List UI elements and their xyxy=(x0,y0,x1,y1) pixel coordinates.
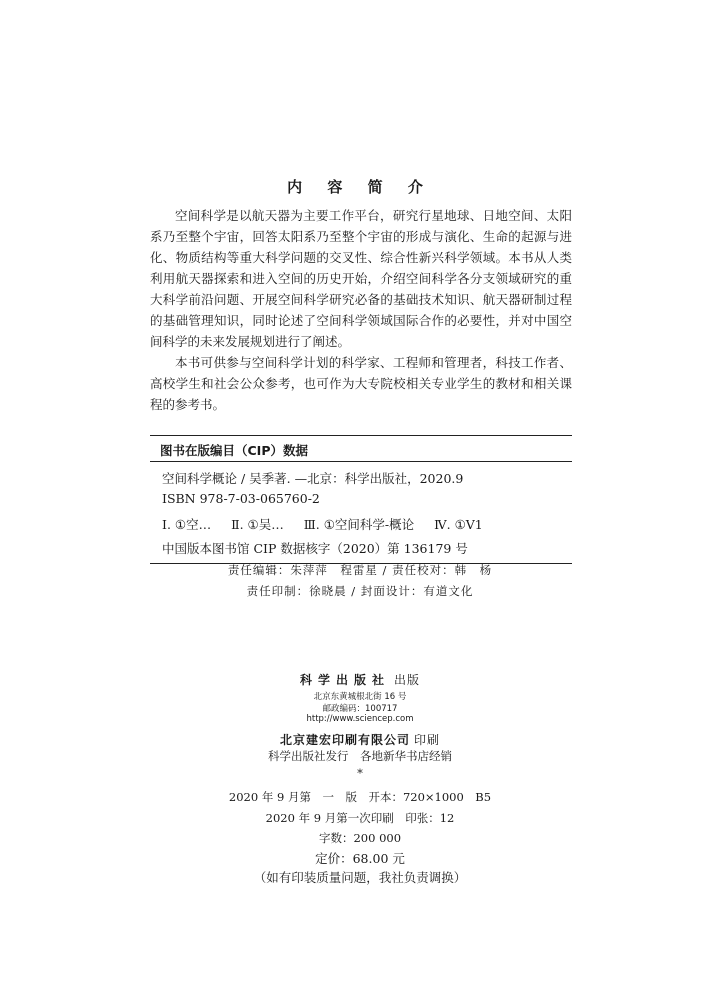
printing-line: 2020 年 9 月第一次印刷 印张：12 xyxy=(265,811,455,825)
cip-isbn-line: ISBN 978-7-03-065760-2 xyxy=(162,491,320,506)
quality-note: （如有印装质量问题，我社负责调换） xyxy=(253,870,467,885)
cip-header: 图书在版编目（CIP）数据 xyxy=(160,443,308,458)
summary-text xyxy=(150,205,572,415)
publisher-name: 科学出版社 xyxy=(299,673,390,687)
cip-classification xyxy=(162,515,572,535)
edition-line: 2020 年 9 月第 一 版 开本：720×1000 B5 xyxy=(228,790,492,804)
word-count-line: 字数：200 000 xyxy=(318,831,402,845)
distribution-line: 科学出版社发行 各地新华书店经销 xyxy=(268,749,452,763)
cip-class-4: Ⅳ. ①V1 xyxy=(434,517,483,532)
publisher-line xyxy=(0,669,720,688)
cip-class-3: Ⅲ. ①空间科学-概论 xyxy=(303,517,415,532)
separator-star: * xyxy=(357,766,363,780)
cip-class-2: Ⅱ. ①吴… xyxy=(231,517,284,532)
summary-title: 内 容 简 介 xyxy=(287,178,433,196)
staff-line-2: 责任印制：徐晓晨 / 封面设计：有道文化 xyxy=(246,584,474,598)
cip-check-line: 中国版本图书馆 CIP 数据核字（2020）第 136179 号 xyxy=(162,541,468,556)
cip-body xyxy=(150,462,572,559)
printer-suffix: 印刷 xyxy=(414,733,441,747)
publisher-suffix: 出版 xyxy=(394,673,421,687)
publisher-address: 北京东黄城根北街 16 号 xyxy=(313,692,407,702)
summary-paragraph-1: 空间科学是以航天器为主要工作平台，研究行星地球、日地空间、太阳系乃至整个宇宙，回答太阳系乃至整个宇宙的形成与演化、生命的起源与进化、物质结构等重大科学问题的交叉性、综合性新兴科学领域。本书从人类利用航天器探索和进入空间的历史开始，介绍空间科学各分支领域研究的重大科学前沿问题、开展空间科学研究必备的基础技术知识、航天器研制过程的基础管理知识，同时论述了空间科学领域国际合作的必要性，并对中国空间科学的未来发展规划进行了阐述。 xyxy=(150,208,572,349)
cip-block xyxy=(150,435,572,564)
cip-book-line: 空间科学概论 / 吴季著. —北京：科学出版社，2020.9 xyxy=(162,471,464,486)
summary-paragraph-2: 本书可供参与空间科学计划的科学家、工程师和管理者，科技工作者、高校学生和社会公众参考，也可作为大专院校相关专业学生的教材和相关课程的参考书。 xyxy=(150,355,572,412)
price-line: 定价：68.00 元 xyxy=(315,851,405,866)
printer-name: 北京建宏印刷有限公司 xyxy=(279,733,410,747)
printer-line xyxy=(0,729,720,748)
publisher-postcode: 邮政编码：100717 xyxy=(322,704,398,714)
publisher-url: http://www.sciencep.com xyxy=(306,714,414,724)
cip-class-1: Ⅰ. ①空… xyxy=(162,517,212,532)
staff-line-1: 责任编辑：朱萍萍 程雷星 / 责任校对：韩 杨 xyxy=(227,563,493,577)
